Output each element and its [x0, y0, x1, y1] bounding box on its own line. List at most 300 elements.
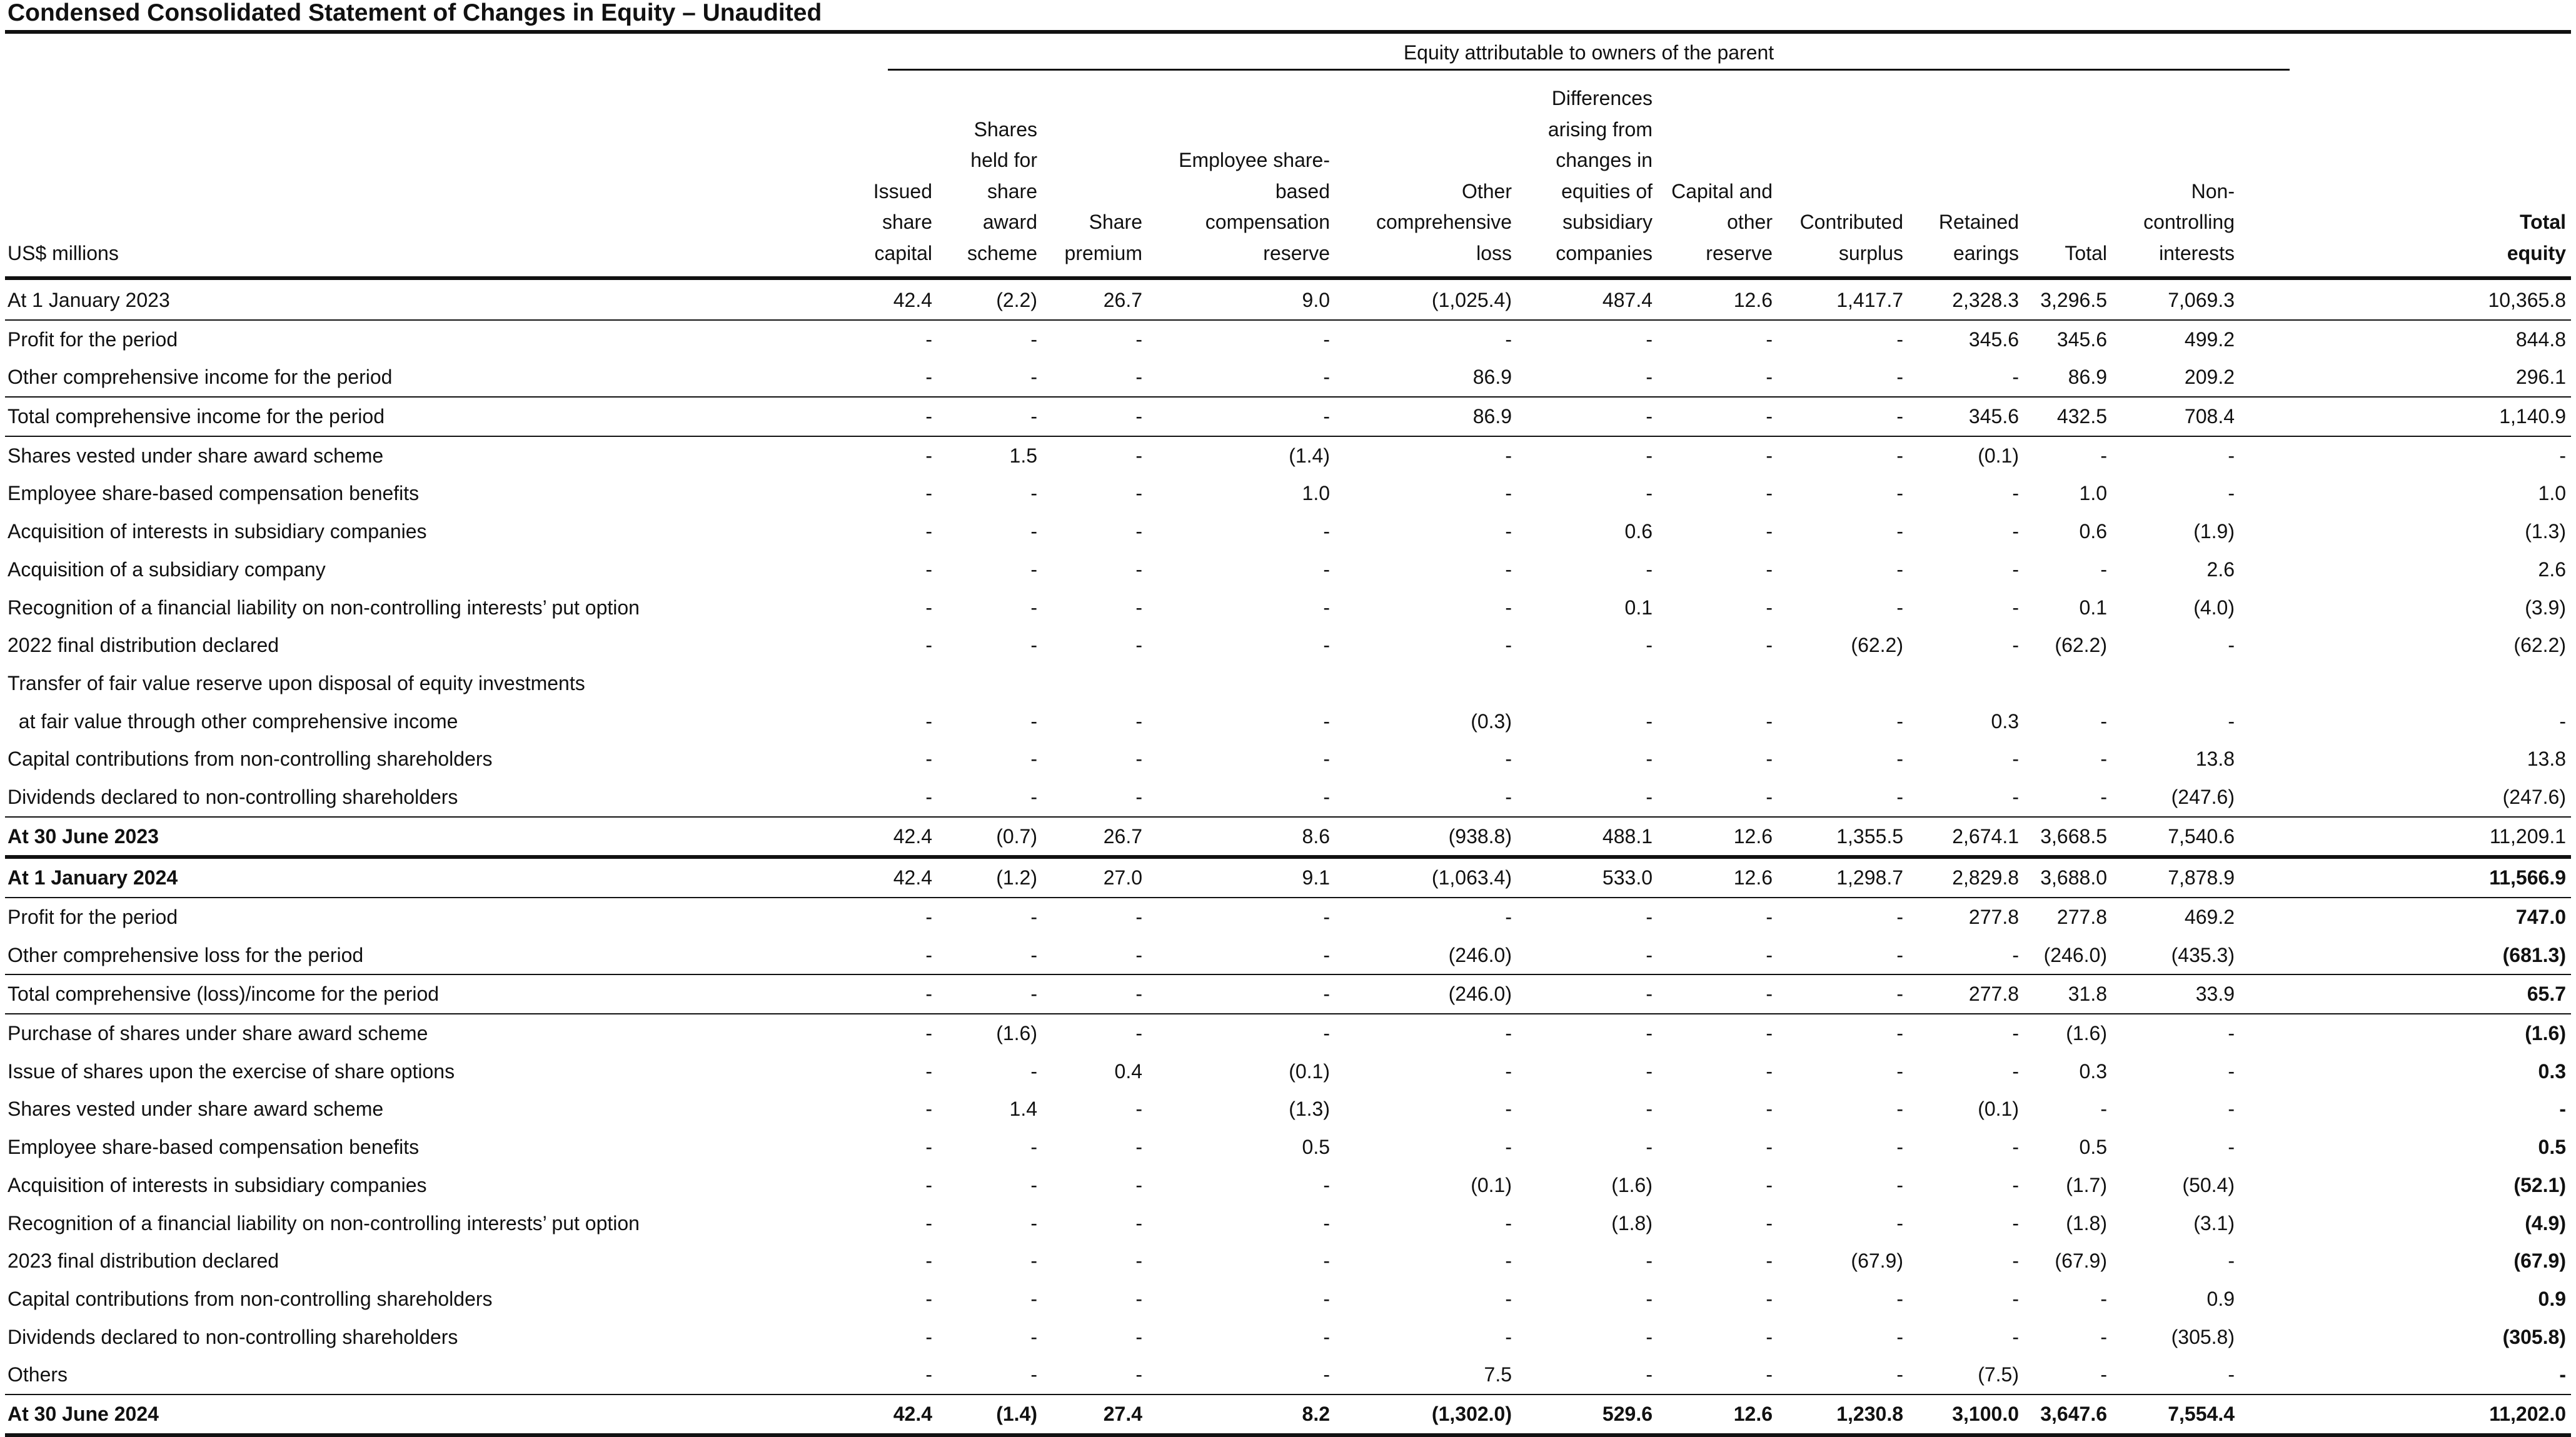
row-value: - — [1505, 1098, 1512, 1121]
row-value: - — [2100, 785, 2107, 808]
row-value: (0.1) — [1978, 444, 2019, 467]
row-value: (435.3) — [2171, 943, 2235, 966]
row-value: - — [1766, 1059, 1773, 1083]
row-value: - — [1896, 1098, 1903, 1121]
row-value: 10,365.8 — [2488, 289, 2566, 311]
row-value: 1.5 — [1009, 444, 1037, 467]
row-value: - — [1135, 482, 1142, 505]
row-value: - — [1766, 366, 1773, 389]
row-value: - — [2228, 1136, 2235, 1159]
row-label: 2022 final distribution declared — [8, 634, 279, 657]
row-label: Shares vested under share award scheme — [8, 444, 384, 467]
row-value: 529.6 — [1602, 1402, 1653, 1425]
table-row — [5, 513, 2571, 551]
row-value: (246.0) — [2043, 943, 2107, 966]
row-label: Transfer of fair value reserve upon disposal of equity investments — [8, 671, 585, 694]
row-value: 9.0 — [1302, 289, 1330, 311]
row-value: - — [1505, 1325, 1512, 1348]
row-value: 2.6 — [2206, 558, 2235, 581]
row-value: - — [1135, 1249, 1142, 1273]
row-value: - — [1766, 1022, 1773, 1045]
row-value: - — [1030, 405, 1037, 428]
column-header-row — [5, 81, 2571, 271]
row-value: - — [925, 520, 932, 543]
row-value: 1.0 — [2538, 482, 2566, 505]
row-label: Dividends declared to non-controlling shareholders — [8, 1325, 458, 1348]
row-value: - — [1323, 1363, 1330, 1386]
row-value: - — [1030, 785, 1037, 808]
row-value: 0.1 — [2079, 596, 2107, 619]
row-value: - — [1896, 444, 1903, 467]
row-value: - — [1896, 1287, 1903, 1310]
row-value: - — [2228, 1059, 2235, 1083]
row-value: - — [1030, 748, 1037, 771]
row-value: (1.4) — [1289, 444, 1330, 467]
row-value: (1.3) — [2525, 520, 2566, 543]
row-value: - — [2100, 1287, 2107, 1310]
row-value: - — [1896, 785, 1903, 808]
row-value: (1.2) — [996, 866, 1037, 889]
row-value: - — [1766, 943, 1773, 966]
row-value: - — [2228, 1022, 2235, 1045]
row-value: - — [1135, 785, 1142, 808]
row-value: - — [1766, 709, 1773, 733]
row-value: (0.1) — [1978, 1098, 2019, 1121]
row-value: - — [925, 444, 932, 467]
row-value: - — [1505, 1022, 1512, 1045]
row-value: - — [1766, 596, 1773, 619]
row-value: 2,674.1 — [1952, 824, 2019, 848]
table-row — [5, 1053, 2571, 1091]
table-row — [5, 1356, 2571, 1395]
row-value: - — [1646, 634, 1653, 657]
row-value: - — [1766, 1098, 1773, 1121]
group-header: Equity attributable to owners of the parent — [1403, 41, 1774, 64]
row-value: - — [2100, 1363, 2107, 1386]
row-value: - — [2559, 709, 2566, 733]
row-value: - — [1896, 1173, 1903, 1196]
row-value: 86.9 — [1472, 366, 1512, 389]
row-value: (1.9) — [2193, 520, 2235, 543]
row-value: - — [2012, 1325, 2019, 1348]
row-value: - — [1646, 785, 1653, 808]
row-value: 13.8 — [2195, 748, 2235, 771]
row-label: Total comprehensive income for the period — [8, 405, 385, 428]
row-value: (305.8) — [2171, 1325, 2235, 1348]
row-value: - — [1505, 482, 1512, 505]
row-value: 27.4 — [1103, 1402, 1142, 1425]
row-value: 86.9 — [2068, 366, 2107, 389]
row-value: - — [1505, 558, 1512, 581]
row-value: - — [1323, 709, 1330, 733]
column-header: Capital and other reserve — [1671, 179, 1773, 264]
row-value: (3.9) — [2525, 596, 2566, 619]
row-value: (1,025.4) — [1431, 289, 1512, 311]
row-value: - — [1766, 482, 1773, 505]
row-value: - — [1030, 328, 1037, 351]
row-value: - — [925, 1287, 932, 1310]
row-value: - — [1646, 444, 1653, 467]
row-value: (1,302.0) — [1431, 1402, 1512, 1425]
row-value: - — [1505, 1287, 1512, 1310]
row-value: 2.6 — [2538, 558, 2566, 581]
row-value: - — [1766, 1211, 1773, 1234]
row-value: 8.6 — [1302, 824, 1330, 848]
row-value: (7.5) — [1978, 1363, 2019, 1386]
row-value: (681.3) — [2502, 943, 2566, 966]
row-value: 0.5 — [2538, 1136, 2566, 1159]
column-header: Employee share- based compensation reserve — [1179, 149, 1330, 264]
row-value: - — [2012, 520, 2019, 543]
row-value: - — [1135, 983, 1142, 1006]
row-value: 13.8 — [2527, 748, 2566, 771]
row-value: 27.0 — [1103, 866, 1142, 889]
equity-table-body — [5, 281, 2571, 1437]
row-value: - — [1135, 1287, 1142, 1310]
row-value: - — [1766, 1363, 1773, 1386]
row-value: 1.0 — [1302, 482, 1330, 505]
table-row — [5, 321, 2571, 359]
row-value: - — [1030, 709, 1037, 733]
row-value: - — [925, 482, 932, 505]
row-value: - — [1030, 906, 1037, 928]
row-value: - — [1766, 634, 1773, 657]
row-value: (1.6) — [1611, 1173, 1653, 1196]
row-value: - — [2012, 1136, 2019, 1159]
row-value: - — [1135, 748, 1142, 771]
row-value: - — [1766, 785, 1773, 808]
row-value: 345.6 — [2056, 328, 2107, 351]
column-header: Contributed surplus — [1799, 211, 1903, 264]
row-value: (1.4) — [996, 1402, 1037, 1425]
row-value: - — [1030, 366, 1037, 389]
row-value: - — [2228, 1098, 2235, 1121]
row-value: 12.6 — [1733, 289, 1773, 311]
row-value: - — [1766, 906, 1773, 928]
row-label: 2023 final distribution declared — [8, 1249, 279, 1273]
row-value: - — [2012, 596, 2019, 619]
row-value: - — [1135, 1363, 1142, 1386]
row-label: Total comprehensive (loss)/income for the period — [8, 983, 440, 1006]
row-value: - — [1896, 1363, 1903, 1386]
row-value: 42.4 — [893, 866, 932, 889]
row-value: - — [1646, 983, 1653, 1006]
column-header: Issued share capital — [873, 179, 932, 264]
row-value: - — [1766, 1136, 1773, 1159]
row-value: - — [1505, 748, 1512, 771]
table-row — [5, 358, 2571, 398]
row-value: 345.6 — [1968, 405, 2019, 428]
row-value: - — [1505, 1059, 1512, 1083]
row-value: - — [2012, 634, 2019, 657]
row-value: 1,298.7 — [1836, 866, 1903, 889]
row-value: (247.6) — [2171, 785, 2235, 808]
row-value: - — [1323, 1211, 1330, 1234]
row-label: Employee share-based compensation benefits — [8, 1136, 420, 1159]
row-value: - — [1766, 1287, 1773, 1310]
table-row — [5, 1090, 2571, 1128]
row-value: - — [2228, 1249, 2235, 1273]
row-label: Capital contributions from non-controlling shareholders — [8, 748, 493, 771]
row-value: - — [925, 1325, 932, 1348]
row-value: - — [1135, 520, 1142, 543]
row-value: - — [1646, 1136, 1653, 1159]
row-value: - — [1896, 748, 1903, 771]
row-value: (0.1) — [1289, 1059, 1330, 1083]
row-value: 7.5 — [1484, 1363, 1512, 1386]
row-value: - — [1766, 558, 1773, 581]
row-value: 277.8 — [1968, 906, 2019, 928]
row-value: - — [1135, 943, 1142, 966]
row-value: - — [1135, 405, 1142, 428]
row-value: - — [1323, 405, 1330, 428]
row-value: 2,328.3 — [1952, 289, 2019, 311]
row-value: - — [1505, 520, 1512, 543]
row-value: - — [1646, 1059, 1653, 1083]
table-row — [5, 626, 2571, 664]
row-value: 1,230.8 — [1836, 1402, 1903, 1425]
row-label: Purchase of shares under share award scheme — [8, 1022, 428, 1045]
row-value: (0.7) — [996, 824, 1037, 848]
row-value: 499.2 — [2184, 328, 2235, 351]
row-value: - — [925, 983, 932, 1006]
row-value: - — [1505, 785, 1512, 808]
column-header: Non- controlling interests — [2143, 179, 2235, 264]
row-value: (1.6) — [996, 1022, 1037, 1045]
row-value: - — [1896, 1325, 1903, 1348]
table-row — [5, 1014, 2571, 1053]
row-value: 3,688.0 — [2040, 866, 2107, 889]
row-value: - — [1323, 785, 1330, 808]
row-value: - — [1323, 1173, 1330, 1196]
row-value: - — [1135, 1136, 1142, 1159]
row-label: Profit for the period — [8, 906, 178, 928]
row-value: 0.3 — [2079, 1059, 2107, 1083]
table-row — [5, 1204, 2571, 1243]
row-value: (1.8) — [2066, 1211, 2107, 1234]
row-value: - — [2228, 634, 2235, 657]
row-value: 7,069.3 — [2168, 289, 2235, 311]
table-row — [5, 818, 2571, 859]
row-value: 0.4 — [1114, 1059, 1142, 1083]
row-value: 0.1 — [1624, 596, 1653, 619]
row-label: Shares vested under share award scheme — [8, 1098, 384, 1121]
row-value: - — [1766, 983, 1773, 1006]
row-value: (247.6) — [2502, 785, 2566, 808]
row-value: - — [1896, 1211, 1903, 1234]
row-value: - — [1766, 1173, 1773, 1196]
row-value: - — [2559, 1363, 2566, 1386]
row-value: (246.0) — [1448, 943, 1512, 966]
row-value: - — [2559, 1098, 2566, 1121]
row-value: - — [2012, 1211, 2019, 1234]
row-value: - — [1766, 444, 1773, 467]
row-value: 26.7 — [1103, 289, 1142, 311]
row-value: (67.9) — [2513, 1249, 2566, 1273]
column-header: Differences arising from changes in equities of subsidiary companies — [1547, 87, 1653, 264]
column-header: Retained earings — [1938, 211, 2019, 264]
row-value: 296.1 — [2515, 366, 2566, 389]
row-value: - — [2012, 558, 2019, 581]
row-value: - — [1135, 1022, 1142, 1045]
row-value: - — [1505, 596, 1512, 619]
row-value: - — [1896, 709, 1903, 733]
table-row — [5, 1318, 2571, 1356]
row-value: - — [1030, 1363, 1037, 1386]
row-value: - — [1896, 405, 1903, 428]
row-value: 11,566.9 — [2489, 866, 2566, 889]
row-value: 209.2 — [2184, 366, 2235, 389]
row-value: - — [2012, 1059, 2019, 1083]
row-label: At 30 June 2023 — [8, 824, 159, 848]
row-label: At 30 June 2024 — [8, 1402, 159, 1425]
row-value: - — [1135, 328, 1142, 351]
row-value: - — [1646, 482, 1653, 505]
row-value: 0.3 — [2538, 1059, 2566, 1083]
row-value: - — [1896, 983, 1903, 1006]
row-value: (52.1) — [2513, 1173, 2566, 1196]
row-value: - — [925, 1173, 932, 1196]
row-value: 277.8 — [1968, 983, 2019, 1006]
header-rule — [5, 276, 2571, 280]
row-value: - — [2100, 1325, 2107, 1348]
row-value: 42.4 — [893, 289, 932, 311]
table-row — [5, 1242, 2571, 1280]
row-value: (305.8) — [2502, 1325, 2566, 1348]
row-value: 33.9 — [2195, 983, 2235, 1006]
table-row — [5, 474, 2571, 513]
row-value: (67.9) — [1851, 1249, 1903, 1273]
row-value: - — [2012, 482, 2019, 505]
row-value: (3.1) — [2193, 1211, 2235, 1234]
row-value: - — [1896, 1022, 1903, 1045]
row-value: - — [1030, 983, 1037, 1006]
row-value: 7,554.4 — [2168, 1402, 2235, 1425]
row-value: - — [925, 1022, 932, 1045]
table-row — [5, 975, 2571, 1014]
title-rule — [5, 30, 2571, 34]
row-value: - — [2100, 444, 2107, 467]
row-value: - — [2100, 1098, 2107, 1121]
row-label: at fair value through other comprehensive income — [8, 709, 458, 733]
row-value: - — [1135, 1211, 1142, 1234]
row-value: 7,540.6 — [2168, 824, 2235, 848]
row-value: - — [1323, 596, 1330, 619]
row-value: - — [2100, 558, 2107, 581]
row-value: 487.4 — [1602, 289, 1653, 311]
row-value: - — [1135, 558, 1142, 581]
row-value: 277.8 — [2056, 906, 2107, 928]
row-value: - — [1896, 1136, 1903, 1159]
row-value: - — [2012, 943, 2019, 966]
row-value: - — [925, 709, 932, 733]
row-value: - — [1030, 1059, 1037, 1083]
row-value: - — [2228, 482, 2235, 505]
row-value: - — [1505, 1136, 1512, 1159]
row-value: 0.5 — [1302, 1136, 1330, 1159]
group-header-rule — [888, 69, 2290, 71]
table-row — [5, 551, 2571, 589]
row-value: (62.2) — [2055, 634, 2107, 657]
row-value: - — [1323, 328, 1330, 351]
row-value: 26.7 — [1103, 824, 1142, 848]
row-label: Profit for the period — [8, 328, 178, 351]
row-value: - — [925, 634, 932, 657]
row-value: 3,296.5 — [2040, 289, 2107, 311]
column-header: Total — [2065, 241, 2107, 264]
row-value: - — [925, 596, 932, 619]
row-value: - — [1646, 366, 1653, 389]
row-value: - — [2012, 748, 2019, 771]
row-value: - — [1505, 1249, 1512, 1273]
row-value: - — [1030, 1136, 1037, 1159]
statement-title: Condensed Consolidated Statement of Changes in Equity – Unaudited — [8, 0, 822, 26]
row-value: 844.8 — [2515, 328, 2566, 351]
row-value: - — [2012, 1173, 2019, 1196]
row-value: 31.8 — [2068, 983, 2107, 1006]
row-value: - — [2228, 1363, 2235, 1386]
row-label: Recognition of a financial liability on non-controlling interests’ put option — [8, 596, 640, 619]
table-row — [5, 1280, 2571, 1318]
table-row — [5, 281, 2571, 321]
row-value: - — [1323, 1287, 1330, 1310]
row-value: 0.5 — [2079, 1136, 2107, 1159]
row-value: - — [2012, 366, 2019, 389]
row-value: - — [1646, 405, 1653, 428]
row-value: - — [1323, 634, 1330, 657]
row-value: 12.6 — [1733, 824, 1773, 848]
table-row — [5, 778, 2571, 818]
row-value: 1.4 — [1009, 1098, 1037, 1121]
row-value: - — [925, 328, 932, 351]
table-row — [5, 664, 2571, 703]
row-value: - — [1646, 1098, 1653, 1121]
row-value: - — [1766, 520, 1773, 543]
row-value: 708.4 — [2184, 405, 2235, 428]
row-value: - — [1323, 983, 1330, 1006]
row-value: - — [1323, 520, 1330, 543]
table-row — [5, 898, 2571, 936]
row-label: Others — [8, 1363, 68, 1386]
row-value: - — [925, 1059, 932, 1083]
row-value: - — [2012, 1287, 2019, 1310]
row-value: - — [1896, 520, 1903, 543]
row-value: 1,140.9 — [2499, 405, 2566, 428]
row-value: - — [1135, 906, 1142, 928]
table-row — [5, 703, 2571, 741]
row-value: 747.0 — [2515, 906, 2566, 928]
row-value: - — [1323, 366, 1330, 389]
row-value: 42.4 — [893, 1402, 932, 1425]
row-value: 12.6 — [1733, 1402, 1773, 1425]
row-value: - — [1896, 596, 1903, 619]
row-value: - — [1896, 482, 1903, 505]
row-value: - — [1135, 1098, 1142, 1121]
table-row — [5, 936, 2571, 976]
row-value: - — [1646, 328, 1653, 351]
row-value: 0.6 — [1624, 520, 1653, 543]
row-value: - — [2100, 709, 2107, 733]
row-value: - — [1030, 1325, 1037, 1348]
row-value: - — [925, 1211, 932, 1234]
row-value: - — [1030, 482, 1037, 505]
row-value: - — [2100, 748, 2107, 771]
row-value: - — [925, 1136, 932, 1159]
row-value: - — [1135, 1325, 1142, 1348]
row-value: - — [1505, 1211, 1512, 1234]
row-label: Acquisition of interests in subsidiary companies — [8, 520, 427, 543]
row-value: - — [925, 785, 932, 808]
